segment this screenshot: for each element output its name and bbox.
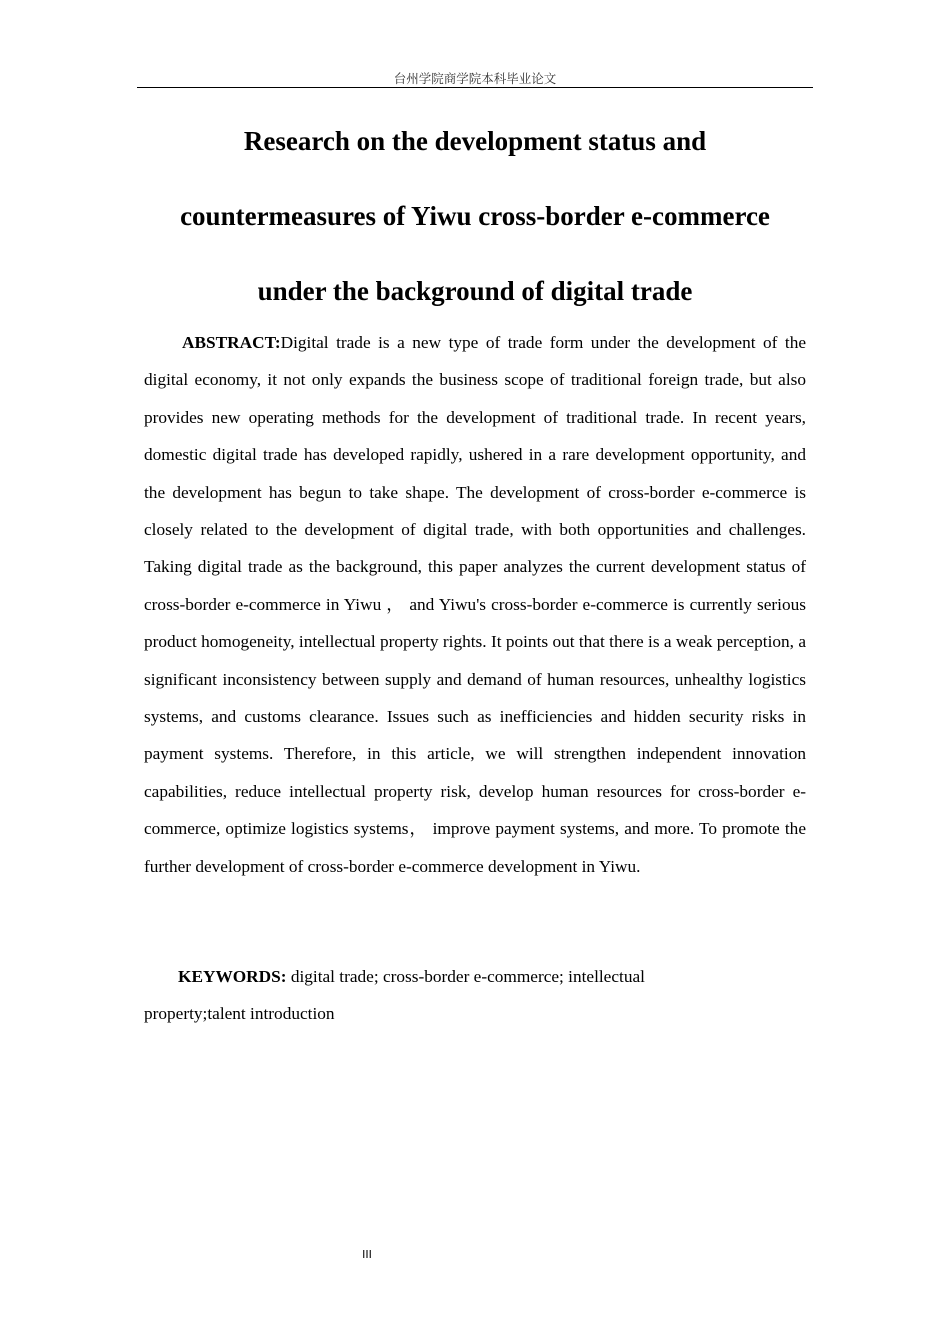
abstract-text: Digital trade is a new type of trade form under the development of the digital economy, it not only expands the business scope of traditional foreign trade, but also provides new operating methods for the development of traditional trade. In recent years, domestic digital trade has developed rapidly, ushered in a rare development opportunity, and the development has begun to take shape. The development of cross-border e-commerce is closely related to the development of digital trade, with both opportunities and challenges. Taking digital trade as the background, this paper analyzes the current development status of cross-border e-commerce in Yiwu ， and Yiwu's cross-border e-commerce is currently serious product homogeneity, intellectual property rights. It points out that there is a weak perception, a significant inconsistency between supply and demand of human resources, unhealthy logistics systems, and customs clearance. Issues such as inefficiencies and hidden security risks in payment systems. Therefore, in this article, we will strengthen independent innovation capabilities, reduce intellectual property risk, develop human resources for cross-border e-commerce, optimize logistics systems， improve payment systems, and more. To promote the further development of cross-border e-commerce development in Yiwu. [144, 333, 806, 876]
keywords-label: KEYWORDS: [178, 967, 287, 986]
title-line-2: countermeasures of Yiwu cross-border e-commerce [180, 201, 770, 231]
header-rule [137, 87, 813, 88]
page-number: III [362, 1248, 372, 1261]
title-line-3: under the background of digital trade [257, 276, 693, 306]
running-header: 台州学院商学院本科毕业论文 [393, 71, 557, 86]
title-line-1: Research on the development status and [243, 126, 707, 156]
paper-title [120, 104, 830, 329]
keywords-paragraph [144, 958, 704, 1033]
abstract-label: ABSTRACT: [182, 333, 281, 352]
abstract-paragraph [144, 324, 806, 885]
keywords-text: digital trade; cross-border e-commerce; intellectual property;talent introduction [144, 967, 645, 1024]
